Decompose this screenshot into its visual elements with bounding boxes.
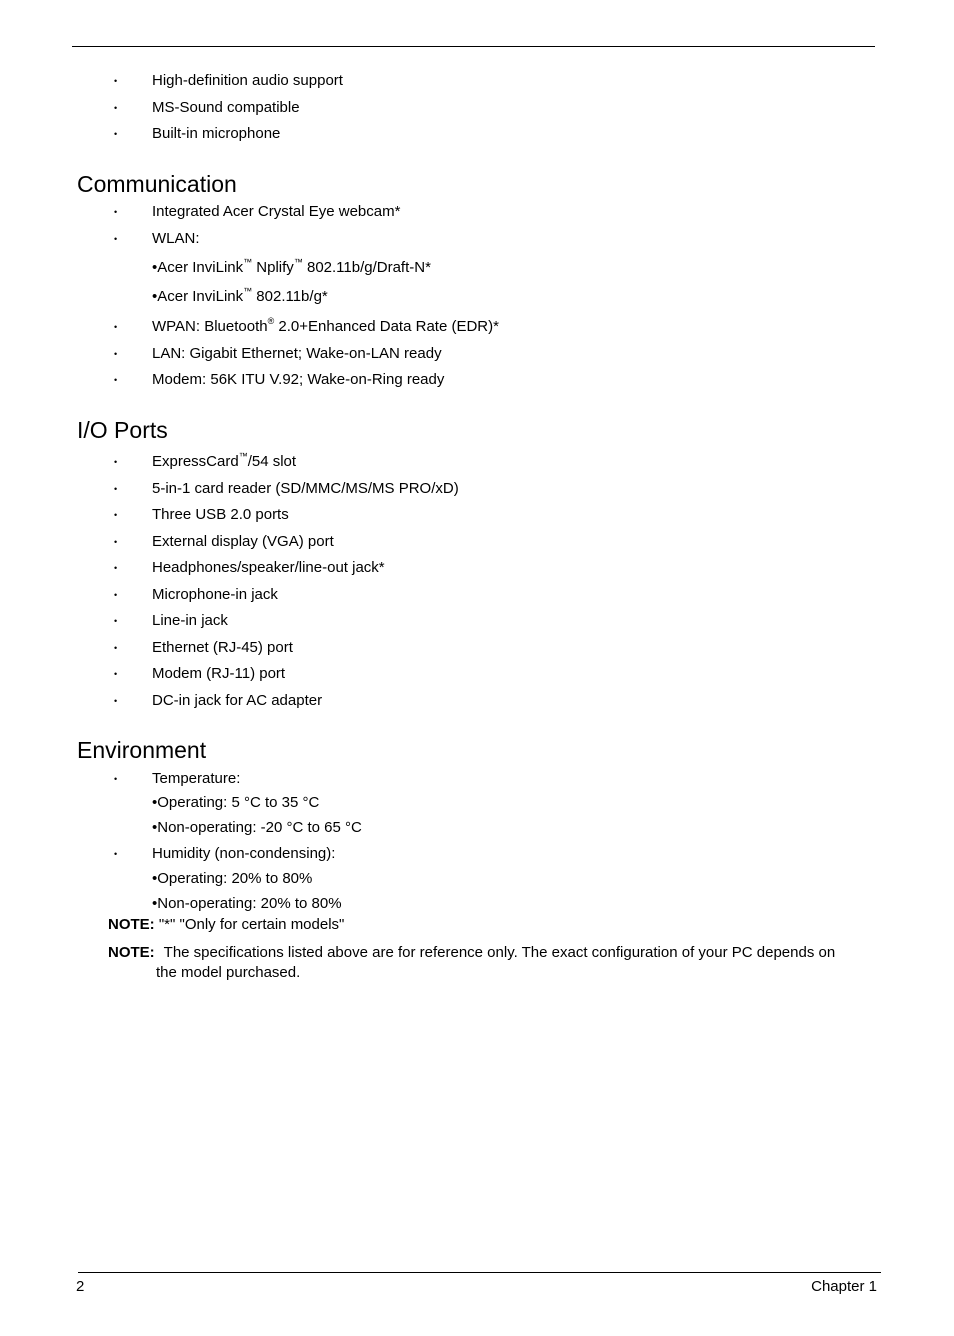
list-item <box>152 318 499 336</box>
bullet: • <box>114 590 118 600</box>
list-item: MS-Sound compatible <box>152 99 300 116</box>
sub-list-item: •Operating: 5 °C to 35 °C <box>152 794 320 811</box>
note-label: NOTE: <box>108 944 155 961</box>
list-item: External display (VGA) port <box>152 533 334 550</box>
note-text: "*" "Only for certain models" <box>154 916 345 933</box>
bullet: • <box>114 375 118 385</box>
trademark-mark: ™ <box>238 451 248 461</box>
bullet: • <box>114 103 118 113</box>
text: •Acer InviLink <box>152 259 244 276</box>
bullet: • <box>114 234 118 244</box>
trademark-mark: ™ <box>293 257 303 267</box>
text: 2.0+Enhanced Data Rate (EDR)* <box>274 318 499 335</box>
trademark-mark: ™ <box>243 257 253 267</box>
list-item: High-definition audio support <box>152 72 343 89</box>
section-heading-communication: Communication <box>77 171 237 197</box>
list-item: Modem (RJ-11) port <box>152 665 286 682</box>
bullet: • <box>114 643 118 653</box>
list-item: Ethernet (RJ-45) port <box>152 639 293 656</box>
chapter-label: Chapter 1 <box>811 1278 877 1295</box>
list-item <box>152 453 296 471</box>
note-2-continuation: the model purchased. <box>156 964 301 981</box>
list-item: Temperature: <box>152 770 241 787</box>
note-label: NOTE: <box>108 916 155 933</box>
list-item: Modem: 56K ITU V.92; Wake-on-Ring ready <box>152 371 445 388</box>
bullet: • <box>114 207 118 217</box>
bullet: • <box>114 510 118 520</box>
footer-rule <box>78 1272 881 1273</box>
list-item: WLAN: <box>152 230 200 247</box>
trademark-mark: ™ <box>243 286 253 296</box>
bullet: • <box>114 849 118 859</box>
page-number: 2 <box>76 1278 85 1295</box>
list-item: DC-in jack for AC adapter <box>152 692 323 709</box>
list-item: Humidity (non-condensing): <box>152 845 336 862</box>
text: 802.11b/g* <box>252 288 328 305</box>
list-item: Three USB 2.0 ports <box>152 506 289 523</box>
list-item: Integrated Acer Crystal Eye webcam* <box>152 203 401 220</box>
list-item: Headphones/speaker/line-out jack* <box>152 559 385 576</box>
note-1 <box>108 916 344 934</box>
bullet: • <box>114 616 118 626</box>
text: ExpressCard <box>152 453 239 470</box>
sub-list-item: •Non-operating: -20 °C to 65 °C <box>152 819 362 836</box>
bullet: • <box>114 563 118 573</box>
bullet: • <box>114 322 118 332</box>
text: /54 slot <box>247 453 297 470</box>
sub-list-item: •Non-operating: 20% to 80% <box>152 895 342 912</box>
registered-mark: ® <box>267 316 275 326</box>
bullet: • <box>114 669 118 679</box>
list-item: 5-in-1 card reader (SD/MMC/MS/MS PRO/xD) <box>152 480 459 497</box>
bullet: • <box>114 774 118 784</box>
bullet: • <box>114 484 118 494</box>
bullet: • <box>114 349 118 359</box>
bullet: • <box>114 76 118 86</box>
bullet: • <box>114 129 118 139</box>
note-text: The specifications listed above are for reference only. The exact configuration of your PC depends on <box>163 944 836 961</box>
sub-list-item <box>152 288 328 306</box>
bullet: • <box>114 537 118 547</box>
header-rule <box>72 46 875 47</box>
sub-list-item <box>152 259 431 277</box>
list-item: Microphone-in jack <box>152 586 278 603</box>
section-heading-environment: Environment <box>77 737 207 763</box>
text: WPAN: Bluetooth <box>152 318 268 335</box>
note-2 <box>108 944 835 962</box>
text: •Acer InviLink <box>152 288 244 305</box>
text: Nplify <box>252 259 294 276</box>
bullet: • <box>114 457 118 467</box>
section-heading-io-ports: I/O Ports <box>77 417 168 443</box>
list-item: Line-in jack <box>152 612 228 629</box>
list-item: LAN: Gigabit Ethernet; Wake-on-LAN ready <box>152 345 442 362</box>
list-item: Built-in microphone <box>152 125 281 142</box>
sub-list-item: •Operating: 20% to 80% <box>152 870 313 887</box>
text: 802.11b/g/Draft-N* <box>302 259 431 276</box>
bullet: • <box>114 696 118 706</box>
